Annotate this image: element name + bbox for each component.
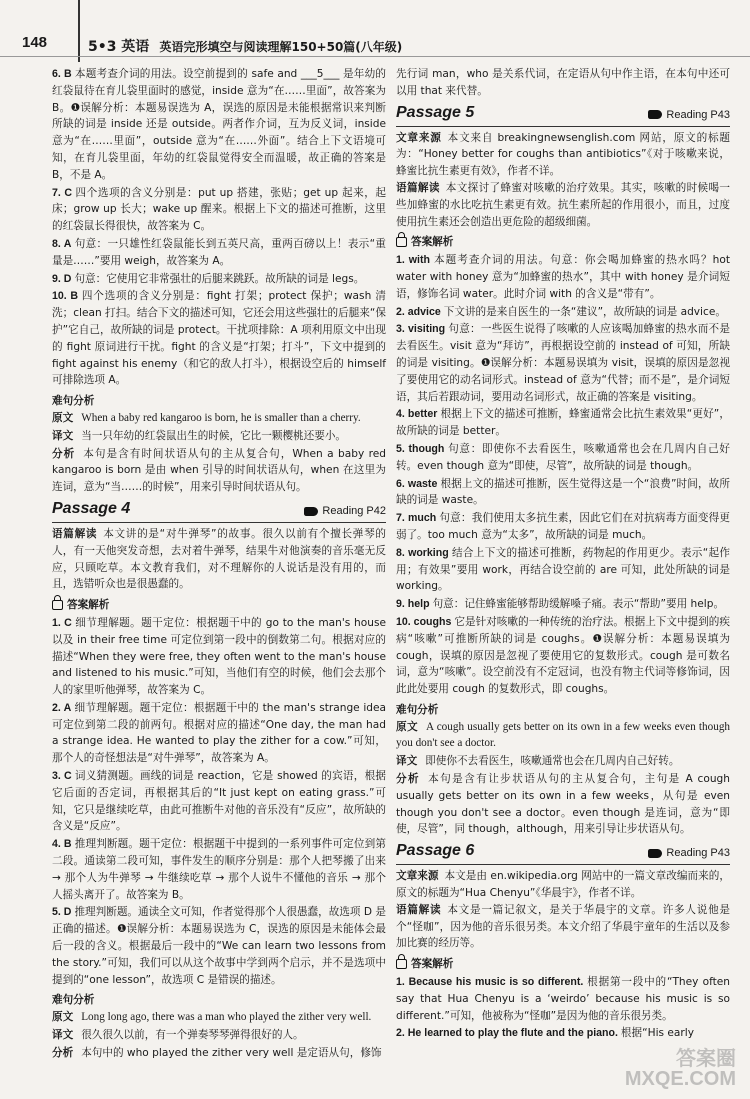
answer-item: 2. He learned to play the flute and the piano. 根据“His early [396,1027,694,1040]
answer-item: 6. B 本题考查介词的用法。设空前提到的 safe and ___5___ 是年幼的红袋鼠待在育儿袋里面时的感觉，inside 意为“在……里面”，故答案为 B。❶误解分析：本题易误选为 A，误选的原因是未能根据常识来判断所缺的词是 inside 还是 outside。两者作介词，互为反义词，inside 意为“在……里面”，outside 意为“在……外面”。结合上下文语境可知，在育儿袋里面，年幼的红袋鼠觉得安全而温暖，故正确的答案是 B，不是 A。 [52,68,386,181]
answer-item: 4. better 根据上下文的描述可推断，蜂蜜通常会比抗生素效果“更好”，故所缺的词是 better。 [396,408,730,438]
pointing-hand-icon [648,110,662,119]
answer-item: 8. A 句意：一只雄性红袋鼠能长到五英尺高，重两百磅以上！表示“重量是……”要用 weigh，故答案为 A。 [52,237,386,267]
pointing-hand-icon [648,849,662,858]
answer-item: 5. D 推理判断题。通读全文可知，作者觉得那个人很愚蠢，故选项 D 是正确的描述。❶误解分析：本题易误选为 C，误选的原因是未能体会最后一段的含义。根据最后一段中的“We can learn two lessons from the story.”可知，我们可以从这个故事中学到两个启示，并不是选项中提到的“one lesson”，故选项 C 是错误的描述。 [52,906,386,986]
reading-reference: Reading P43 [648,107,730,124]
watermark: 答案圈 MXQE.COM [624,1048,736,1090]
passage-title: Passage 5 [396,103,475,121]
header-divider [78,0,80,62]
series-title [88,36,402,56]
answer-item: 9. D 句意：它使用它非常强壮的后腿来跳跃。故所缺的词是 legs。 [52,272,365,285]
passage-interpretation: 语篇解读 本文讲的是“对牛弹琴”的故事。很久以前有个擅长弹琴的人，有一天他突发奇想，去对着牛弹琴，结果牛对他演奏的音乐毫无反应，只顾吃草。本文教育我们，对不理解你的人说话是没有用的，而且，选错听众也是很愚蠢的。 [52,527,386,591]
article-source: 文章来源 本文是由 en.wikipedia.org 网站中的一篇文章改编而来的，原文的标题为“Hua Chenyu”《华晨宇》，作者不详。 [396,870,730,900]
passage-interpretation: 语篇解读 本文是一篇记叙文，是关于华晨宇的文章。许多人说他是个“怪咖”，因为他的音乐很另类。本文介绍了华晨宇童年的生活以及参加比赛的经历等。 [396,903,730,950]
difficult-heading: 难句分析 [52,395,95,408]
answer-item: 3. C 词义猜测题。画线的词是 reaction，它是 showed 的宾语，根据它后面的否定词，再根据其后的“It just kept on eating grass.”可知，它只是继续吃草，由此可推断牛对他的音乐没有“反应”，故所缺的含义是“反应”。 [52,770,386,833]
answer-item: 6. waste 根据上文的描述可推断，医生觉得这是一个“浪费”时间，故所缺的词是 waste。 [396,477,730,507]
lock-icon [52,600,63,610]
page-number: 148 [22,34,48,51]
passage-6-heading [396,843,730,865]
lock-icon [396,959,407,969]
pointing-hand-icon [304,507,318,516]
difficult-sentence-analysis: 难句分析 原文 A cough usually gets better on its own in a few weeks even though you don't see a doctor. 译文 即使你不去看医生，咳嗽通常也会在几周内自己好转。 分析 本句是含有让步状语从句的主从复合句，主句是 A cough usually gets better on its own in a few weeks，从句是 even though you don't see a doctor。even though 是连词，意为“即使，尽管”，同 though，although，用来引导让步状语从句。 [396,703,731,836]
answer-item: 1. C 细节理解题。题干定位：根据题干中的 go to the man's house 以及 in their free time 可定位到第一段中的倒数第二句。根据对应的描述“When they were free, they often went to the man's house and listened to his music.”可知，当他们有空的时候，他们会去那个人的家里听他弹琴，故答案为 C。 [52,616,386,697]
reading-reference: Reading P43 [648,845,730,862]
passage-4-heading [52,501,386,523]
answer-item: 8. working 结合上下文的描述可推断，药物起的作用更少。表示“起作用；有效果”要用 work，再结合设空前的 are 可知，此处所缺的词是 working。 [396,546,730,593]
reading-reference: Reading P42 [304,503,386,520]
series-name: 英语完形填空与阅读理解150+50篇(八年级) [159,40,403,54]
passage-title: Passage 4 [52,499,131,517]
answer-item: 2. advice 下文讲的是来自医生的一条“建议”，故所缺的词是 advice。 [396,305,726,318]
brand-label: 5•3 英语 [88,39,150,55]
answers-heading: 答案解析 [396,956,730,973]
difficult-sentence-analysis: 难句分析 原文 When a baby red kangaroo is born, he is smaller than a cherry. 译文 当一只年幼的红袋鼠出生的时候，它比一颗樱桃还要小。 分析 本句是含有时间状语从句的主从复合句，When a baby red kangaroo is born 是由 when 引导的时间状语从句，when 在这里为连词，意为“当……的时候”，用来引导时间状语从句。 [52,395,386,494]
header-rule [0,56,750,57]
passage-interpretation: 语篇解读 本文探讨了蜂蜜对咳嗽的治疗效果。其实，咳嗽的时候喝一些加蜂蜜的水比吃抗生素更有效。抗生素所起的作用很小，而且，过度使用抗生素还会创造出更危险的超级细菌。 [396,181,730,228]
answers-heading: 答案解析 [52,597,386,614]
answer-item: 1. Because his music is so different. 根据第一段中的“They often say that Hua Chenyu is a ‘weirdo’ because his music is so different.”可知，他被称为“怪咖”是因为他的音乐很另类。 [396,976,731,1022]
right-column [396,66,730,1043]
answer-item: 10. coughs 它是针对咳嗽的一种传统的治疗法。根据上下文中提到的疾病“咳嗽”可推断所缺的词是 coughs。❶误解分析：本题易误填为 cough，误填的原因是忽视了要使用它的复数形式。cough 是可数名词，意为“咳嗽”。设空前没有不定冠词，也没有物主代词等修饰词，因此此处要用 cough 的复数形式，即 coughs。 [396,615,731,696]
difficult-sentence-analysis: 难句分析 原文 Long long ago, there was a man who played the zither very well. 译文 很久很久以前，有一个弹奏琴琴弹得很好的人。 分析 本句中的 who played the zither very well 是定语从句，修饰 [52,992,386,1061]
article-source: 文章来源 本文来自 breakingnewsenglish.com 网站，原文的标题为：“Honey better for coughs than antibiotics”《对于咳嗽来说，蜂蜜比抗生素更有效》，作者不详。 [396,131,731,178]
answer-item: 1. with 本题考查介词的用法。句意：你会喝加蜂蜜的热水吗？hot water with honey 意为“加蜂蜜的热水”，其中 with honey 是介词短语，修饰名词 water。此时介词 with 的含义是“带有”。 [396,254,730,300]
difficult-heading: 难句分析 [396,703,439,716]
page-header [0,0,750,62]
analysis-continuation: 先行词 man，who 是关系代词，在定语从句中作主语，在本句中还可以用 that 来代替。 [396,68,730,97]
lock-icon [396,237,407,247]
answer-item: 7. much 句意：我们使用太多抗生素，因此它们在对抗病毒方面变得更弱了。too much 意为“太多”，故所缺的词是 much。 [396,512,730,541]
answer-item: 7. C 四个选项的含义分别是：put up 搭建，张贴；get up 起来，起床；grow up 长大；wake up 醒来。根据上下文的描述可推断，这里的红袋鼠长得很快，故答案为 C。 [52,186,386,233]
answer-item: 3. visiting 句意：一些医生说得了咳嗽的人应该喝加蜂蜜的热水而不是去看医生。visit 意为“拜访”，再根据设空前的 instead of 可知，所缺的词是 visiting。❶误解分析：本题易误填为 visit，误填的原因是忽视了要使用它的动名词形式。instead of 意为“代替；而不是”，是介词短语，其后若跟动词，要用动名词形式，故正确的答案是 visiting。 [396,323,730,403]
passage-title: Passage 6 [396,842,475,860]
answer-item: 9. help 句意：记住蜂蜜能够帮助缓解嗓子痛。表示“帮助”要用 help。 [396,598,725,611]
answer-item: 10. B 四个选项的含义分别是：fight 打架；protect 保护；wash 清洗；clean 打扫。结合下文的描述可知，它还会用这些强壮的后腿来“保护”它自己，故所缺的词是 protect。干扰项排除：A 项利用原文中出现的 fight 原词进行干扰。fight 的含义是“打架；打斗”，下文中提到的 fight against his enemy（和它的敌人打斗），根据设空后的 himself 可排除选项 A。 [52,290,387,387]
answer-item: 4. B 推理判断题。题干定位：根据题干中提到的一系列事件可定位到第二段。通读第二段可知，事件发生的顺序分别是：那个人把琴搬了出来 → 那个人为牛弹琴 → 牛继续吃草 → 那个人说牛不懂他的音乐 → 那个人摇头离开了。故答案为 B。 [52,838,386,901]
answers-heading: 答案解析 [396,234,730,251]
difficult-heading: 难句分析 [52,994,95,1007]
left-column [52,66,386,1063]
passage-5-heading [396,105,730,127]
answer-item: 2. A 细节理解题。题干定位：根据题干中的 the man's strange idea 可定位到第二段的前两句。根据对应的描述“One day, the man had a strange idea. He wanted to play the zither for a cow.”可知，那个人的奇怪想法是“对牛弹琴”，故答案为 A。 [52,701,386,765]
answer-item: 5. though 句意：即使你不去看医生，咳嗽通常也会在几周内自己好转。even though 意为“即使，尽管”，故所缺的词是 though。 [396,442,730,472]
